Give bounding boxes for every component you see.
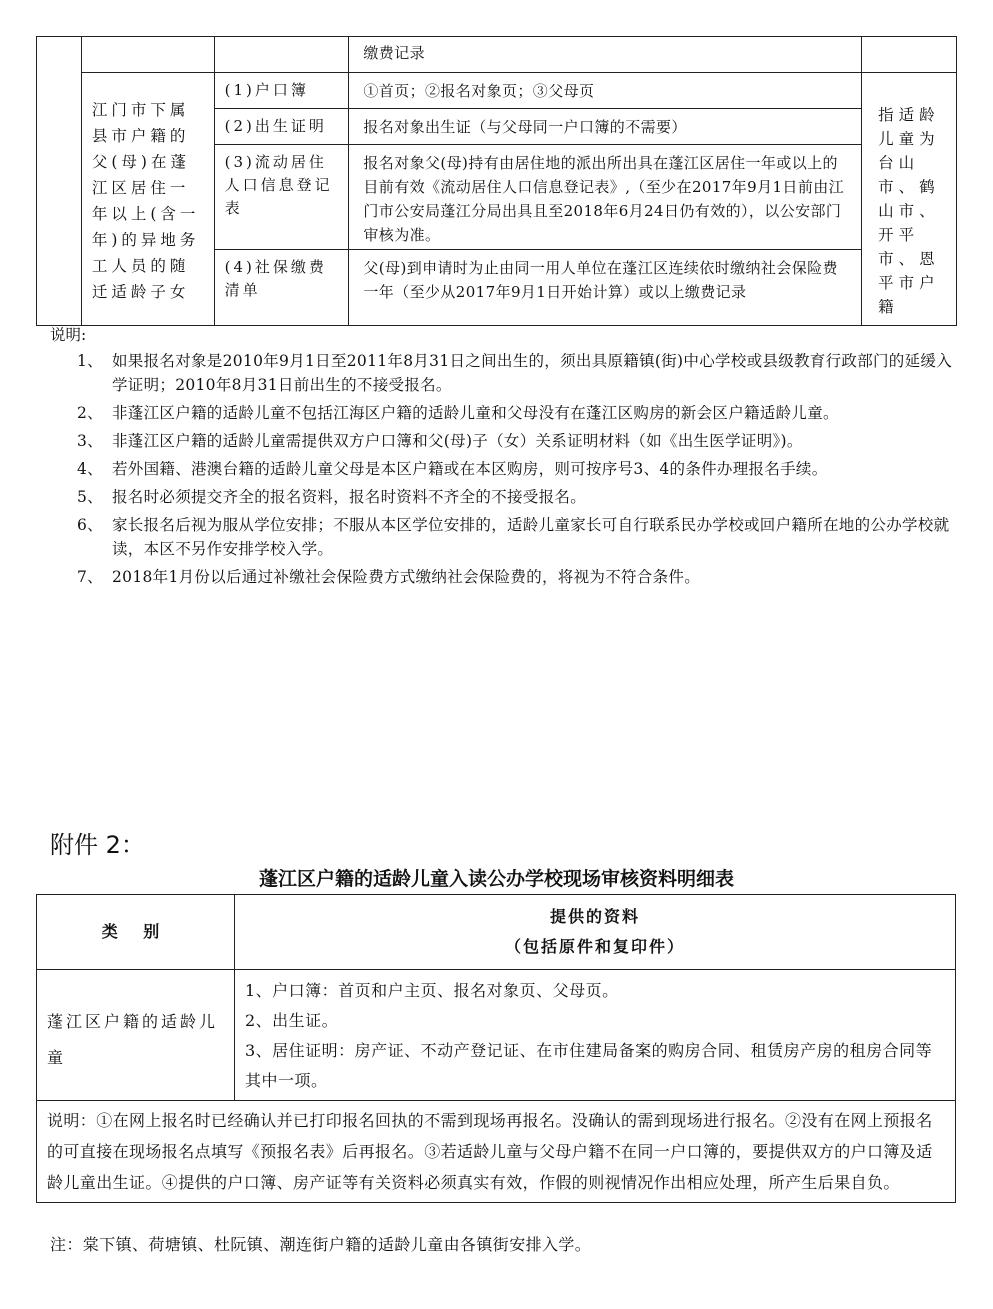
list-item xyxy=(50,401,955,425)
item-cell xyxy=(214,109,349,145)
note-number: 5、 xyxy=(77,488,103,506)
note-text: 非蓬江区户籍的适龄儿童需提供双方户口簿和父(母)子（女）关系证明材料（如《出生医学证明》)。 xyxy=(112,432,803,450)
note-text: 2018年1月份以后通过补缴社会保险费方式缴纳社会保险费的，将视为不符合条件。 xyxy=(112,568,701,586)
notes-list xyxy=(50,349,955,589)
note-text: 非蓬江区户籍的适龄儿童不包括江海区户籍的适龄儿童和父母没有在蓬江区购房的新会区户籍适龄儿童。 xyxy=(112,404,839,422)
note-number: 4、 xyxy=(77,460,103,478)
item-cell xyxy=(214,73,349,109)
list-item: 2、出生证。 xyxy=(245,1011,339,1030)
item-label: (1)户口簿 xyxy=(224,81,309,99)
header-provided-line2: （包括原件和复印件） xyxy=(504,937,685,956)
notes-heading: 说明: xyxy=(50,326,87,344)
prev-category-cell xyxy=(81,37,214,73)
item-label: (2)出生证明 xyxy=(224,117,327,135)
item-cell xyxy=(214,145,349,250)
prev-requirement-cell xyxy=(349,37,862,73)
table-header-row xyxy=(37,895,956,970)
header-category: 类 别 xyxy=(37,895,235,970)
requirement-text: 报名对象父(母)持有由居住地的派出所出具在蓬江区居住一年或以上的目前有效《流动居住人口信息登记表》,（至少在2017年9月1日前由江门市公安局蓬江分局出具且至2018年6月24日仍有效的），以公安部门审核为准。 xyxy=(363,154,845,244)
note-number: 3、 xyxy=(77,432,103,450)
eligibility-table xyxy=(36,36,957,326)
list-item xyxy=(50,457,955,481)
prev-item-cell xyxy=(214,37,349,73)
footer-note: 注：棠下镇、荷塘镇、杜阮镇、潮连街户籍的适龄儿童由各镇街安排入学。 xyxy=(50,1235,592,1254)
table-note-cell xyxy=(37,1101,956,1203)
note-number: 7、 xyxy=(77,568,103,586)
note-text: 报名时必须提交齐全的报名资料，报名时资料不齐全的不接受报名。 xyxy=(112,488,587,506)
header-provided xyxy=(235,895,956,970)
note-number: 1、 xyxy=(77,352,103,370)
note-text: 指适龄儿童为台山市、鹤山市、开平市、恩平市户籍 xyxy=(878,106,940,316)
list-item xyxy=(50,485,955,509)
attachment-title: 蓬江区户籍的适龄儿童入读公办学校现场审核资料明细表 xyxy=(258,868,734,890)
item-label: (4)社保缴费清单 xyxy=(224,258,327,299)
prev-requirement-text: 缴费记录 xyxy=(363,44,425,62)
table-row xyxy=(37,73,957,109)
row-category-text: 蓬江区户籍的适龄儿童 xyxy=(47,1012,219,1067)
notes-section xyxy=(50,323,955,593)
requirement-text: ①首页；②报名对象页；③父母页 xyxy=(363,82,595,100)
requirement-cell xyxy=(349,73,862,109)
item-label: (3)流动居住人口信息登记表 xyxy=(224,153,333,217)
requirement-text: 父(母)到申请时为止由同一用人单位在蓬江区连续依时缴纳社会保险费一年（至少从2017年9月1日开始计算）或以上缴费记录 xyxy=(363,259,838,301)
list-item: 1、户口簿：首页和户主页、报名对象页、父母页。 xyxy=(245,981,619,1000)
list-item: 3、居住证明：房产证、不动产登记证、在市住建局备案的购房合同、租赁房产房的租房合同等其中一项。 xyxy=(245,1041,933,1090)
note-number: 6、 xyxy=(77,516,103,534)
row-items xyxy=(235,970,955,1100)
note-text: 如果报名对象是2010年9月1日至2011年8月31日之间出生的，须出具原籍镇(街)中心学校或县级教育行政部门的延缓入学证明；2010年8月31日前出生的不接受报名。 xyxy=(112,352,952,394)
requirement-cell xyxy=(349,145,862,250)
requirement-cell xyxy=(349,250,862,326)
row-category-cell xyxy=(37,970,235,1101)
table-row xyxy=(37,37,957,73)
list-item xyxy=(50,349,955,397)
note-cell xyxy=(862,73,957,326)
blank-column-cell xyxy=(37,37,82,326)
list-item xyxy=(50,429,955,453)
category-cell xyxy=(81,73,214,326)
item-cell xyxy=(214,250,349,326)
materials-table xyxy=(36,894,956,1203)
row-items-cell xyxy=(235,970,956,1101)
note-text: 家长报名后视为服从学位安排；不服从本区学位安排的，适龄儿童家长可自行联系民办学校或回户籍所在地的公办学校就读，本区不另作安排学校入学。 xyxy=(112,516,950,558)
list-item xyxy=(50,565,955,589)
category-text: 江门市下属县市户籍的父(母)在蓬江区居住一年以上(含一年)的异地务工人员的随迁适龄子女 xyxy=(91,101,200,301)
list-item xyxy=(50,513,955,561)
note-number: 2、 xyxy=(77,404,103,422)
requirement-cell xyxy=(349,109,862,145)
table-row xyxy=(37,970,956,1101)
requirement-text: 报名对象出生证（与父母同一户口簿的不需要） xyxy=(363,118,687,136)
table-row xyxy=(37,1101,956,1203)
prev-note-cell xyxy=(862,37,957,73)
note-text: 若外国籍、港澳台籍的适龄儿童父母是本区户籍或在本区购房，则可按序号3、4的条件办理报名手续。 xyxy=(112,460,828,478)
header-provided-line1: 提供的资料 xyxy=(549,907,640,926)
table-note-text: 说明：①在网上报名时已经确认并已打印报名回执的不需到现场再报名。没确认的需到现场进行报名。②没有在网上预报名的可直接在现场报名点填写《预报名表》后再报名。③若适龄儿童与父母户籍不在同一户口簿的，要提供双方的户口簿及适龄儿童出生证。④提供的户口簿、房产证等有关资料必须真实有效，作假的则视情况作出相应处理，所产生后果自负。 xyxy=(47,1111,933,1192)
attachment-label: 附件 2： xyxy=(50,831,145,859)
